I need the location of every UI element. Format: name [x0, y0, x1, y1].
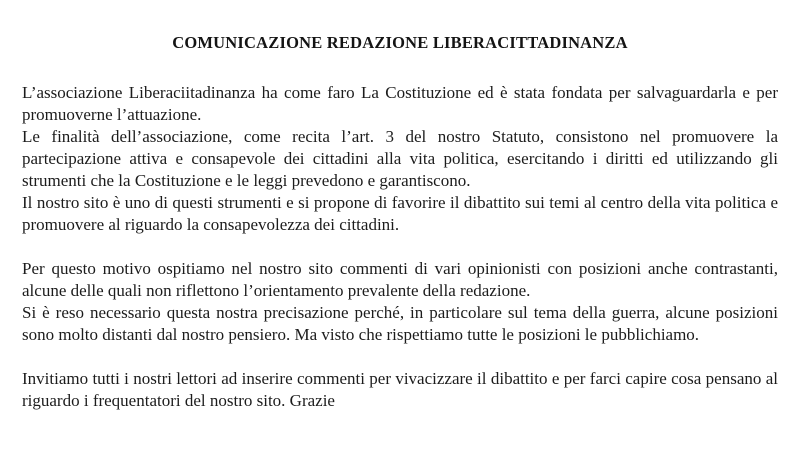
document-title: COMUNICAZIONE REDAZIONE LIBERACITTADINANZA — [172, 33, 628, 52]
paragraph-site-purpose: Il nostro sito è uno di questi strumenti e si propone di favorire il dibattito sui temi al centro della vita politica e promuovere al riguardo la consapevolezza dei cittadini. — [22, 193, 778, 234]
paragraph-clarification: Si è reso necessario questa nostra precisazione perché, in particolare sul tema della guerra, alcune posizioni sono molto distanti dal nostro pensiero. Ma visto che rispettiamo tutte le posizioni le pubblichiamo. — [22, 303, 778, 344]
paragraph-invitation: Invitiamo tutti i nostri lettori ad inserire commenti per vivacizzare il dibattito e per farci capire cosa pensano al riguardo i frequentatori del nostro sito. Grazie — [22, 369, 778, 410]
paragraph-statute-purpose: Le finalità dell’associazione, come recita l’art. 3 del nostro Statuto, consistono nel promuovere la partecipazione attiva e consapevole dei cittadini alla vita politica, esercitando i diritti ed utilizzando gli strumenti che la Costituzione e le leggi prevedono e garantiscono. — [22, 127, 778, 190]
paragraph-association-mission: L’associazione Liberaciitadinanza ha come faro La Costituzione ed è stata fondata per salvaguardarla e per promuoverne l’attuazione. — [22, 83, 778, 124]
paragraph-opinionists: Per questo motivo ospitiamo nel nostro sito commenti di vari opinionisti con posizioni anche contrastanti, alcune delle quali non riflettono l’orientamento prevalente della redazione. — [22, 259, 778, 300]
